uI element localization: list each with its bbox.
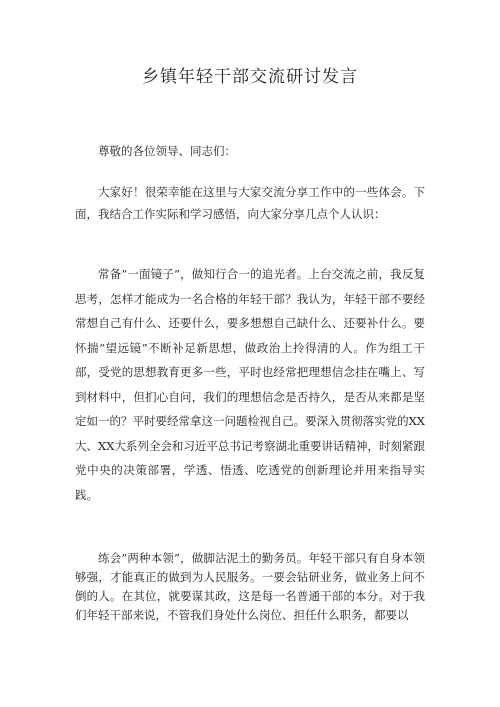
document-title: 乡镇年轻干部交流研讨发言: [142, 67, 358, 87]
salutation: 尊敬的各位领导、同志们：: [98, 144, 236, 158]
paragraph-skills: 练会”两种本领”，做脚沾泥土的勤务员。年轻干部只有自身本领够强，才能真正的做到为人民服务。一要会钻研业务，做业务上问不倒的人。在其位，就要谋其政，这是每一名普通干部的本分。对于我们年轻干部来说，不管我们身处什么岗位、担任什么职务，都要以: [75, 551, 425, 622]
paragraph-mirror: 常备”一面镜子”，做知行合一的追光者。上台交流之前，我反复思考，怎样才能成为一名合格的年轻干部？我认为，年轻干部不要经常想自己有什么、还要什么，要多想想自己缺什么、还要补什么。要怀揣“望远镜”不断补足新思想，做政治上拎得清的人。作为组工干部，受党的思想教育更多一些，平时也经常把理想信念挂在嘴上、写到材料中，但扪心自问，我们的理想信念是否持久，是否从来都是坚定如一的？平时要经常拿这一问题检视自己。要深入贯彻落实党的XX大、XX大系列全会和习近平总书记考察湖北重要讲话精神，时刻紧跟党中央的决策部署，学透、悟透、吃透党的创新理论并用来指导实践。: [75, 267, 425, 502]
paragraph-greeting: 大家好！很荣幸能在这里与大家交流分享工作中的一些体会。下面，我结合工作实际和学习感悟，向大家分享几点个人认识：: [75, 185, 425, 221]
